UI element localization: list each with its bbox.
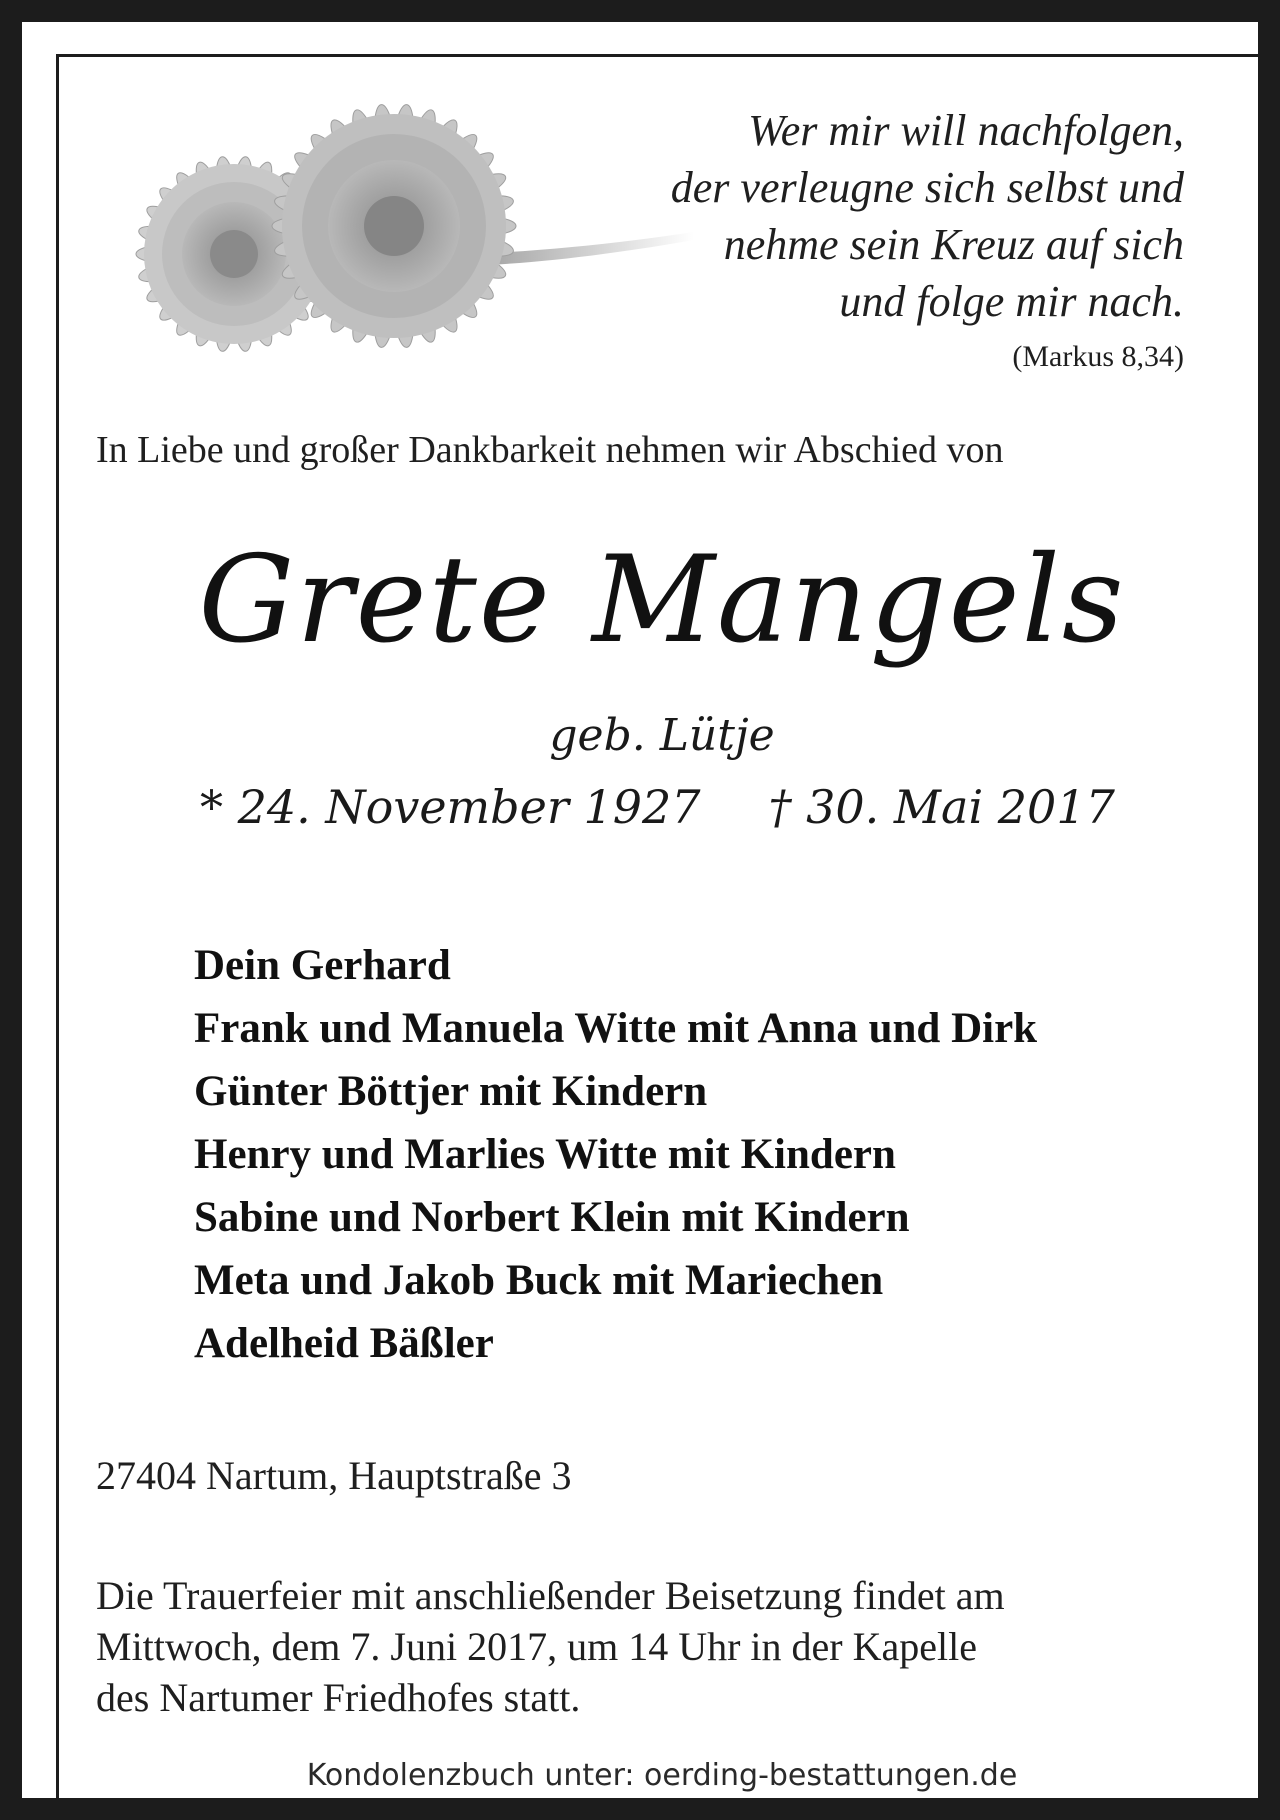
mourner-entry: Henry und Marlies Witte mit Kindern	[194, 1131, 896, 1178]
mourner-entry: Frank und Manuela Witte mit Anna und Dirk	[194, 1005, 1038, 1052]
life-dates	[200, 780, 1115, 834]
service-line-2: Mittwoch, dem 7. Juni 2017, um 14 Uhr in der Kapelle	[96, 1624, 977, 1669]
funeral-service-info	[96, 1570, 1005, 1723]
mourners-list	[194, 934, 1037, 1375]
deceased-name: Grete Mangels	[198, 531, 1126, 670]
verse-line-1: Wer mir will nachfolgen,	[748, 106, 1184, 155]
bible-verse	[504, 102, 1184, 330]
intro-text: In Liebe und großer Dankbarkeit nehmen wir Abschied von	[96, 429, 1004, 471]
verse-line-3: nehme sein Kreuz auf sich	[723, 220, 1184, 269]
service-line-3: des Nartumer Friedhofes statt.	[96, 1675, 581, 1720]
verse-line-2: der verleugne sich selbst und	[670, 163, 1184, 212]
mourner-entry: Günter Böttjer mit Kindern	[194, 1068, 708, 1115]
death-date: † 30. Mai 2017	[768, 780, 1115, 834]
address: 27404 Nartum, Hauptstraße 3	[96, 1453, 572, 1498]
birth-date: * 24. November 1927	[200, 780, 701, 834]
maiden-name: geb. Lütje	[549, 710, 775, 761]
mourner-entry: Sabine und Norbert Klein mit Kindern	[194, 1194, 910, 1241]
verse-reference: (Markus 8,34)	[1012, 340, 1184, 373]
mourner-entry: Adelheid Bäßler	[194, 1320, 494, 1367]
service-line-1: Die Trauerfeier mit anschließender Beisetzung findet am	[96, 1573, 1005, 1618]
verse-line-4: und folge mir nach.	[839, 277, 1184, 326]
mourner-entry: Meta und Jakob Buck mit Mariechen	[194, 1257, 884, 1304]
mourner-entry: Dein Gerhard	[194, 942, 451, 989]
condolence-book-link[interactable]: Kondolenzbuch unter: oerding-bestattungen.de	[306, 1758, 1018, 1793]
front-flower	[272, 104, 516, 348]
